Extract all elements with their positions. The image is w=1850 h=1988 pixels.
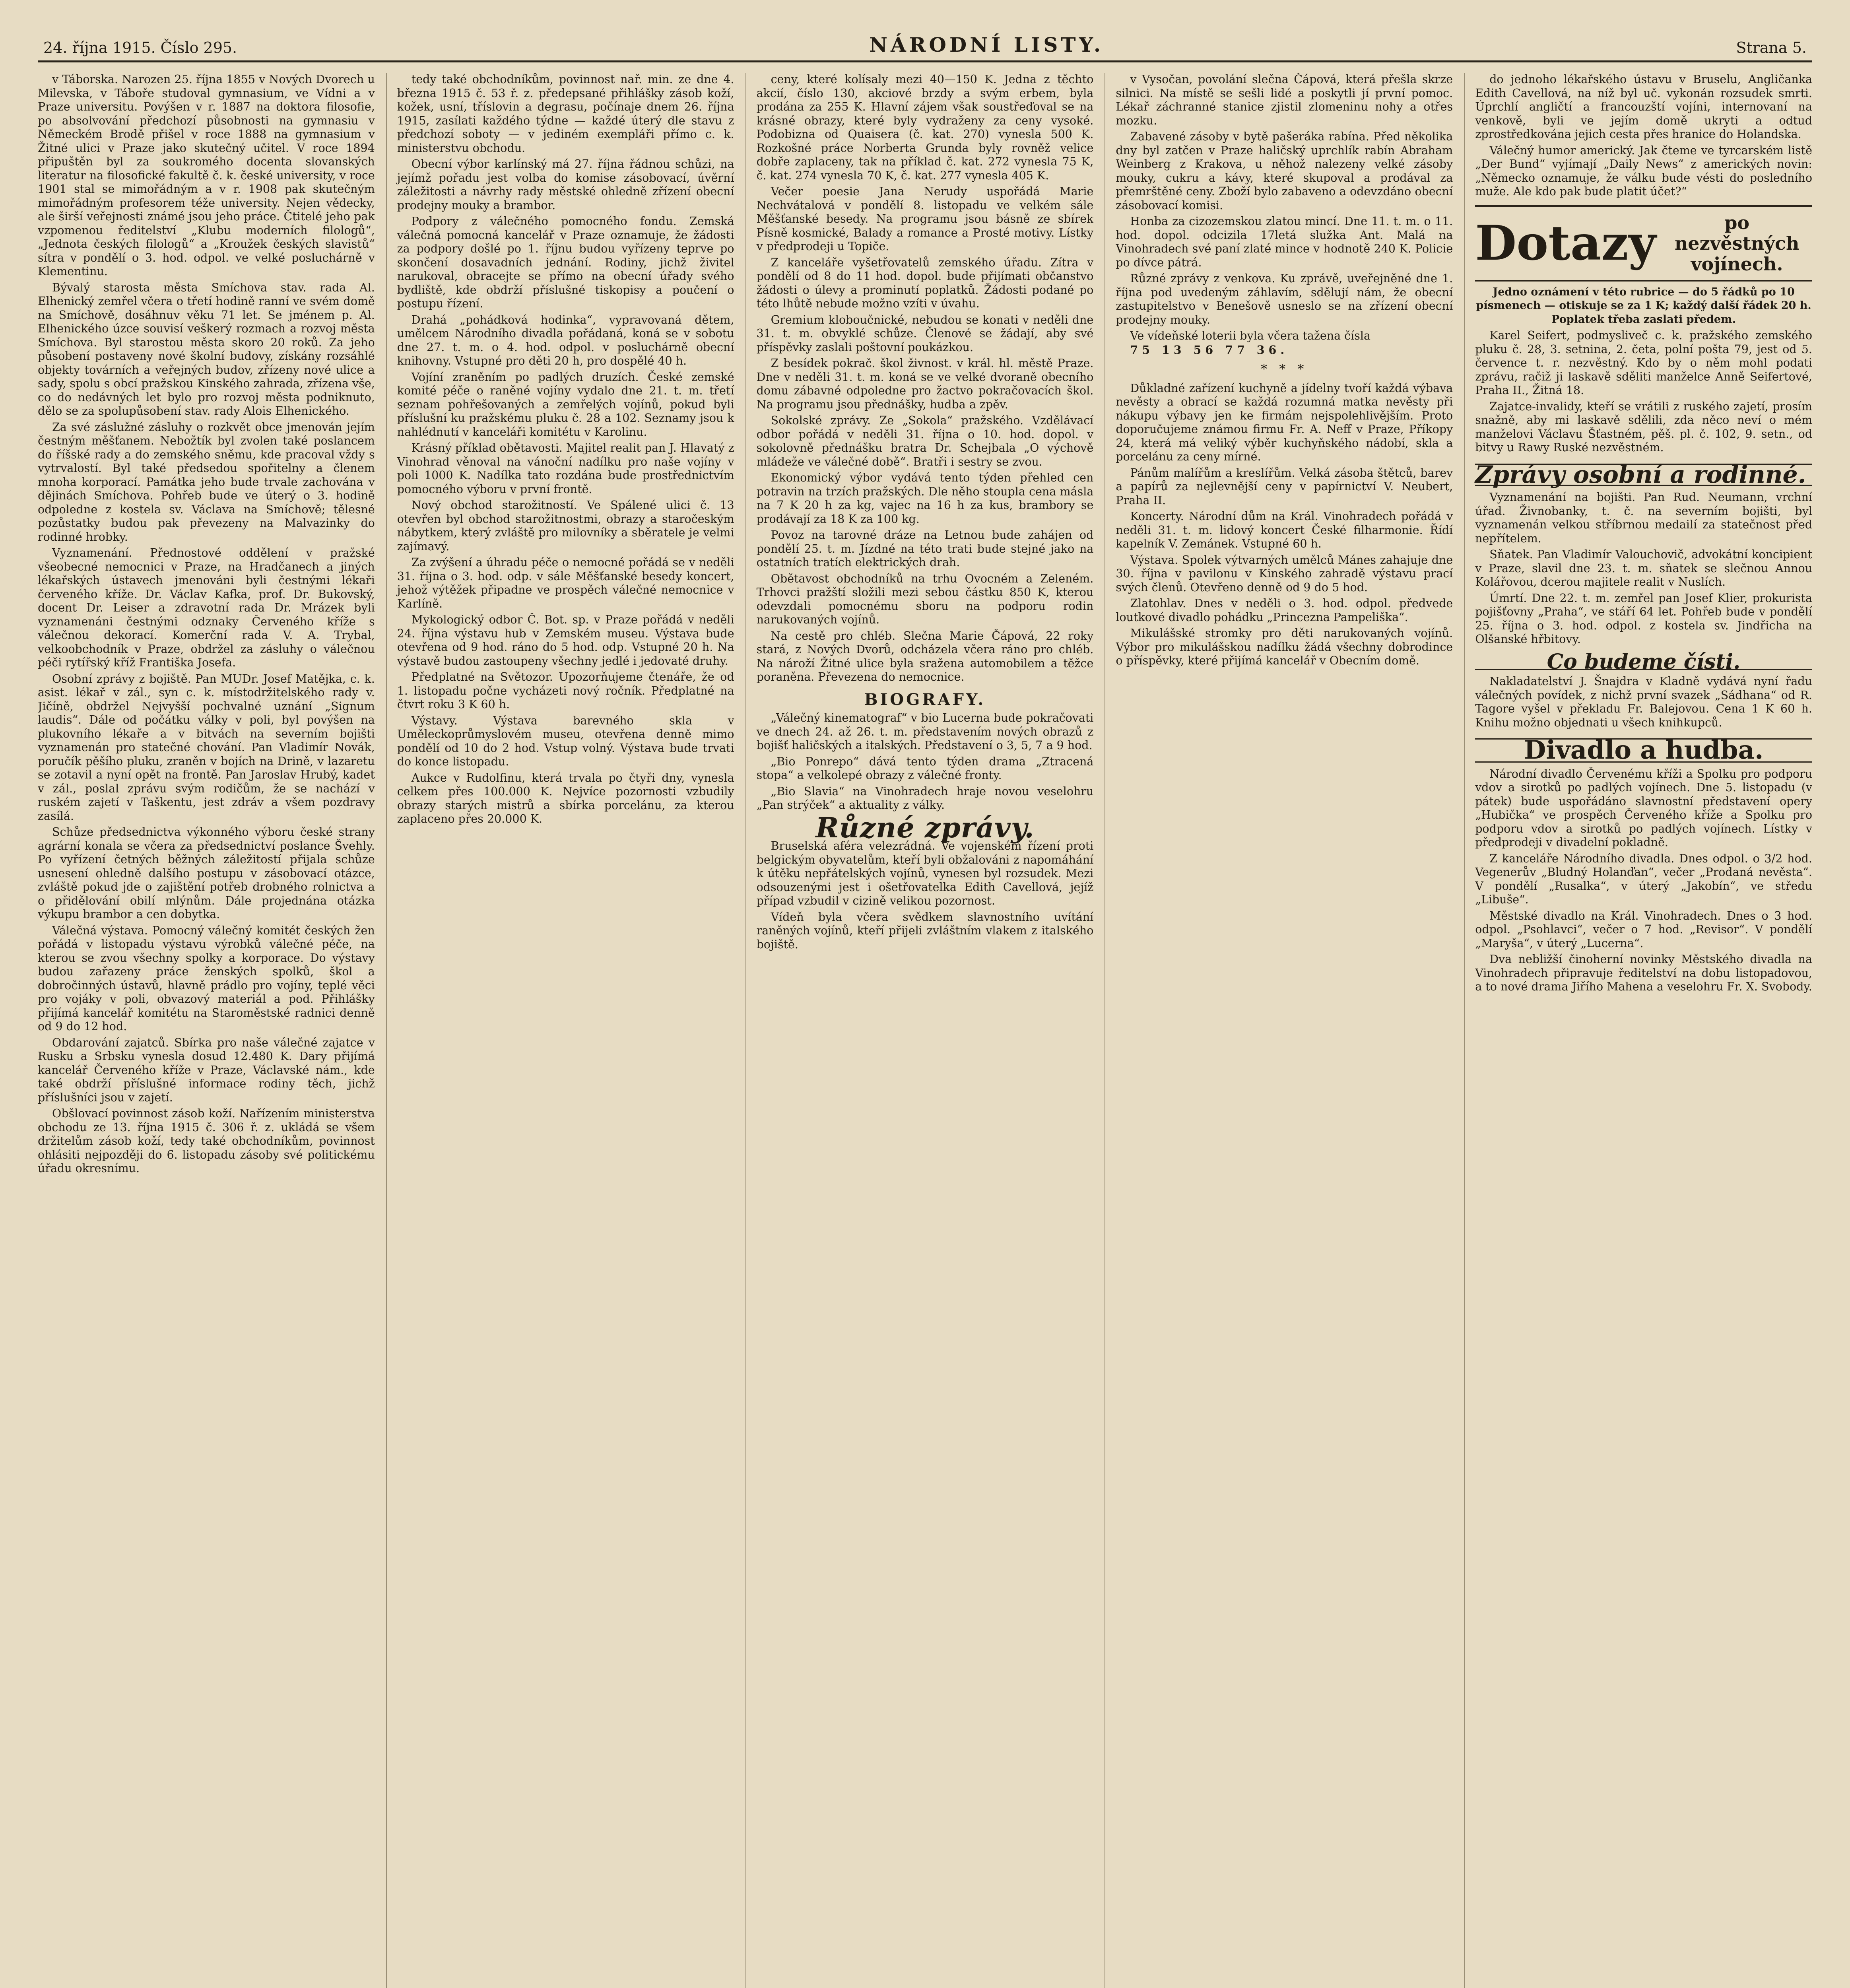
article-paragraph: Výstavy. Výstava barevného skla v Uměleckoprůmyslovém museu, otevřena denně mimo pondělí od 10 do 2 hod. Vstup volný. Výstava bude trvati do konce listopadu. [397,714,734,768]
article-paragraph: Krásný příklad obětavosti. Majitel realit pan J. Hlavatý z Vinohrad věnoval na vánoční nadílku pro naše vojíny v poli 1000 K. Nadílka tato rozdána bude prostřednictvím pomocného výboru v první frontě. [397,441,734,496]
article-paragraph: Ekonomický výbor vydává tento týden přehled cen potravin na trzích pražských. Dle něho stoupla cena másla na 7 K 20 h za kg, vajec na 16 h za kus, brambory se prodávají za 18 K za 100 kg. [756,471,1094,526]
lottery-numbers: 75 13 56 77 36. [1130,343,1289,357]
dotazy-item: Zajatce-invalidy, kteří se vrátili z ruského zajetí, prosím snažně, aby mi laskavě sdělili, zda něco neví o mém manželovi Václavu Šťastném, pěš. pl. č. 102, 9. setn., od bitvy u Rawy Ruské nezvěstném. [1475,400,1812,454]
zpravy-osobni-heading: Zprávy osobní a rodinné. [1475,464,1812,486]
article-paragraph: Gremium kloboučnické, nebudou se konati v neděli dne 31. t. m. obvyklé schůze. Členové se žádají, aby své příspěvky zaslali poštovní poukázkou. [756,313,1094,354]
article-paragraph: Obecní výbor karlínský má 27. října řádnou schůzi, na jejímž pořadu jest volba do komise zásobovací, úvěrní záležitosti a návrhy rady městské ohledně zřízení obecní prodejny mouky a brambor. [397,157,734,212]
columns [38,73,1812,1988]
article-paragraph: Vyznamenání. Přednostové oddělení v pražské všeobecné nemocnici v Praze, na Hradčanech a jiných lékařských ústavech jmenováni byli čestnými lékaři červeného kříže. Dr. Václav Kafka, prof. Dr. Bukovský, docent Dr. Leiser a zdravotní rada Dr. Mrázek byli vyznamenáni čestnými odznaky Červeného kříže s válečnou dekorací. Komerční rada V. A. Trybal, velkoobchodník v Praze, obdržel za zásluhy o válečnou péči rytířský kříž Františka Josefa. [38,546,375,669]
article-paragraph: Schůze předsednictva výkonného výboru české strany agrární konala se včera za předsednictví poslance Švehly. Po vyřízení četných běžných záležitostí přijala schůze usnesení ohledně dalšího postupu v zásobovací otázce, zvláště pokud jde o zajištění potřeb drobného rolnictva a o přidělování obilí mlýnům. Dále projednána otázka výkupu brambor a cen dobytka. [38,825,375,921]
issue-date: 24. října 1915. Číslo 295. [43,39,237,56]
divadlo-item: Dva nebližší činoherní novinky Městského divadla na Vinohradech připravuje ředitelství na dobu listopadovou, a to nové drama Jiřího Mahena a veselohru Fr. X. Svobody. [1475,953,1812,993]
article-paragraph: Obšlovací povinnost zásob koží. Nařízením ministerstva obchodu ze 13. října 1915 č. 306 ř. z. ukládá se všem držitelům zásob koží, tedy také obchodníkům, povinnost ohlásiti nejpozději do 6. listopadu zásoby své politickému úřadu okresnímu. [38,1107,375,1175]
dotazy-heading-box [1475,205,1812,282]
masthead [38,28,1812,56]
article-paragraph: v Táborska. Narozen 25. října 1855 v Nových Dvorech u Milevska, v Táboře studoval gymnasium, ve Vídni a v Praze universitu. Povýšen v r. 1887 na doktora filosofie, po absolvování předchozí působnosti na gymnasiu v Německém Brodě přišel v roce 1888 na gymnasium v Žitné ulici v Praze jako skutečný učitel. V roce 1894 připuštěn byl za soukromého docenta slovanských literatur na filosofické fakultě č. k. české university, v roce 1901 stal se mimořádným a v r. 1908 pak skutečným mimořádným profesorem téže university. Nejen vědecky, ale širší veřejnosti známé jsou jeho práce. Čtitelé jeho pak vzpomenou ředitelství „Klubu moderních filologů“, „Jednota českých filologů“ a „Kroužek českých slavistů“ sítra v pondělí o 3. hod. odpol. ve velké posluchárně v Klementinu. [38,73,375,278]
ruzne-zpravy-heading: Různé zprávy. [815,811,1035,844]
dotazy-item: Karel Seifert, podmysliveč c. k. pražského zemského pluku č. 28, 3. setnina, 2. četa, polní pošta 79, jest od 5. července t. r. nezvěstný. Kdo by o něm mohl podati zprávu, račiž ji laskavě sděliti manželce Anně Seifertové, Praha II., Žitná 18. [1475,329,1812,397]
article-paragraph: Za své záslužné zásluhy o rozkvět obce jmenován jejím čestným měšťanem. Nebožtík byl zvolen také poslancem do říšské rady a do zemského sněmu, kde pracoval vždy s vytrvalostí. Byl také předsedou spořitelny a členem mnoha korporací. Památka jeho bude trvale zachována v dějinách Smíchova. Pohřeb bude ve úterý o 3. hodině odpoledne z kostela sv. Václava na Smíchově; tělesné pozůstatky budou pak převezeny na Malvazinky do rodinné hrobky. [38,420,375,544]
column-4 [1105,73,1453,1988]
article-paragraph: Za zvýšení a úhradu péče o nemocné pořádá se v neděli 31. října o 3. hod. odp. v sále Měšťanské besedy koncert, jehož výtěžek připadne ve prospěch válečné nemocnice v Karlíně. [397,556,734,610]
article-paragraph: Vojíní zraněním po padlých druzích. České zemské komité péče o raněné vojíny vydalo dne 21. t. m. třetí seznam pohřešovaných a zemřelých vojínů, pokud byli příslušní ku pražskému pluku č. 28 a 102. Seznamy jsou k nahlédnutí v kanceláři komitétu v Karolinu. [397,370,734,439]
co-item: Nakladatelství J. Šnajdra v Kladně vydává nyní řadu válečných povídek, z nichž první svazek „Sádhana“ od R. Tagore vyšel v překladu Fr. Balejovou. Cena 1 K 60 h. Knihu možno objednati u všech knihkupců. [1475,675,1812,729]
article-paragraph: Zlatohlav. Dnes v neděli o 3. hod. odpol. předvede loutkové divadlo pohádku „Princezna Pampeliška“. [1116,597,1453,624]
article-paragraph: Zabavené zásoby v bytě pašeráka rabína. Před několika dny byl zatčen v Praze haličský uprchlík rabín Abraham Weinberg z Krakova, u něhož nalezeny velké zásoby mouky, cukru a kávy, které skupoval a prodával za přemrštěné ceny. Zboží bylo zabaveno a odevzdáno obecní zásobovací komisi. [1116,130,1453,212]
dotazy-note: Jedno oznámení v této rubrice — do 5 řádků po 10 písmenech — otiskuje se za 1 K; každý další řádek 20 h. Poplatek třeba zaslati předem. [1476,285,1811,326]
article-paragraph: tedy také obchodníkům, povinnost nař. min. ze dne 4. března 1915 č. 53 ř. z. předepsané přihlášky zásob koží, kožek, usní, tříslovin a degrasu, počínaje dnem 26. října 1915, zasílati každého týdne — každé úterý dle stavu z předchozí soboty — v jediném exempláři přímo c. k. ministerstvu obchodu. [397,73,734,155]
co-budeme-cisti-heading: Co budeme čísti. [1475,655,1812,670]
article-paragraph: v Vysočan, povolání slečna Čápová, která přešla skrze silnici. Na místě se sešli lidé a poskytli jí první pomoc. Lékař záchranné stanice zjistil zlomeninu nohy a otřes mozku. [1116,73,1453,127]
divadlo-item: Národní divadlo Červenému kříži a Spolku pro podporu vdov a sirotků po padlých vojínech. Dne 5. listopadu (v pátek) bude uspořádáno slavnostní představení opery „Hubička“ ve prospěch Červeného kříže a Spolku pro podporu vdov a sirotků po padlých vojínech. Lístky v předprodeji v divadelní pokladně. [1475,767,1812,849]
article-paragraph: Válečný humor americký. Jak čteme ve tyrcarském listě „Der Bund“ vyjímají „Daily News“ z amerických novin: „Německo oznamuje, že válku bude vésti do posledního muže. Ale kdo pak bude platit účet?“ [1475,144,1812,198]
article-paragraph: Výstava. Spolek výtvarných umělců Mánes zahajuje dne 30. října v pavilonu v Kinského zahradě výstavu prací svých členů. Otevřeno denně od 9 do 5 hod. [1116,553,1453,594]
article-paragraph: Z besídek pokrač. škol živnost. v král. hl. městě Praze. Dne v neděli 31. t. m. koná se ve velké dvoraně obecního domu zábavné odpoledne pro žactvo pokračovacích škol. Na programu jsou přednášky, hudba a zpěv. [756,357,1094,411]
zpravy-item: Sňatek. Pan Vladimír Valouchovič, advokátní koncipient v Praze, slavil dne 23. t. m. sňatek se slečnou Annou Kolářovou, dcerou majitele realit v Nuslích. [1475,548,1812,588]
page-number: Strana 5. [1736,39,1807,56]
article-paragraph: Mikulášské stromky pro děti narukovaných vojínů. Výbor pro mikulášskou nadílku žádá všechny dobrodince o příspěvky, které přijímá kancelář v Obecním domě. [1116,627,1453,667]
newspaper-title: NÁRODNÍ LISTY. [869,33,1104,56]
column-3 [745,73,1094,1988]
zpravy-item: Úmrtí. Dne 22. t. m. zemřel pan Josef Klier, prokurista pojišťovny „Praha“, ve stáří 64 let. Pohřeb bude v pondělí 25. října o 3. hod. odpol. z kostela sv. Jindřicha na Olšanské hřbitovy. [1475,591,1812,646]
article-paragraph: Různé zprávy z venkova. Ku zprávě, uveřejněné dne 1. října pod uvedeným záhlavím, sdělují nám, že obecní zastupitelstvo v Benešově usneslo se na zřízení obecní prodejny mouky. [1116,272,1453,326]
ruzne-item: Bruselská aféra velezrádná. Ve vojenském řízení proti belgickým obyvatelům, kteří byli obžalováni z napomáhání k útěku nepřátelských vojínů, vynesen byl rozsudek. Mezi odsouzenými jest i ošetřovatelka Edith Cavellová, jejíž případ vzbudil v cizině velikou pozornost. [756,839,1094,907]
divadlo-item: Z kanceláře Národního divadla. Dnes odpol. o 3/2 hod. Vegenerův „Bludný Holanďan“, večer „Prodaná nevěsta“. V pondělí „Rusalka“, v úterý „Jakobín“, ve středu „Libuše“. [1475,852,1812,906]
masthead-rule [38,60,1812,62]
article-paragraph: Předplatné na Světozor. Upozorňujeme čtenáře, že od 1. listopadu počne vycházeti nový ročník. Předplatné na čtvrt roku 3 K 60 h. [397,670,734,711]
article-paragraph: Obdarování zajatců. Sbírka pro naše válečné zajatce v Rusku a Srbsku vynesla dosud 12.480 K. Dary přijímá kancelář Červeného kříže v Praze, Václavské nám., kde také obdrží příslušné informace rodiny těch, jichž příslušníci jsou v zajetí. [38,1036,375,1104]
biografy-item: „Válečný kinematograf“ v bio Lucerna bude pokračovati ve dnech 24. až 26. t. m. představením nových obrazů z bojišť haličských a italských. Představení o 3, 5, 7 a 9 hod. [756,711,1094,752]
biografy-item: „Bio Ponrepo“ dává tento týden drama „Ztracená stopa“ a velkolepé obrazy z válečné fronty. [756,755,1094,782]
article-paragraph: Honba za cizozemskou zlatou mincí. Dne 11. t. m. o 11. hod. dopol. odcizila 17letá služka Ant. Malá na Vinohradech své paní zlaté mince v hodnotě 240 K. Policie po dívce pátrá. [1116,215,1453,269]
article-paragraph: Obětavost obchodníků na trhu Ovocném a Zeleném. Trhovci pražští složili mezi sebou částku 850 K, kterou odevzdali pomocnému sboru na podporu rodin narukovaných vojínů. [756,572,1094,626]
article-paragraph: Aukce v Rudolfinu, která trvala po čtyři dny, vynesla celkem přes 100.000 K. Nejvíce pozornosti vzbudily obrazy starých mistrů a sbírka porcelánu, za kterou zaplaceno přes 20.000 K. [397,771,734,825]
column-5 [1464,73,1812,1988]
article-paragraph: Nový obchod starožitností. Ve Spálené ulici č. 13 otevřen byl obchod starožitnostmi, obrazy a staročeským nábytkem, který zvláště pro milovníky a sběratele je velmi zajímavý. [397,499,734,553]
column-2 [386,73,734,1988]
article-paragraph: Na cestě pro chléb. Slečna Marie Čápová, 22 roky stará, z Nových Dvorů, odcházela včera ráno pro chléb. Na nároží Žitné ulice byla sražena automobilem a těžce poraněna. Převezena do nemocnice. [756,629,1094,683]
article-paragraph: Důkladné zařízení kuchyně a jídelny tvoří každá výbava nevěsty a obrací se každá rozumná matka nevěsty při nákupu výbavy jen ke firmám nejspolehlivějším. Proto doporučujeme známou firmu Fr. A. Neff v Praze, Příkopy 24, která má veliký výběr kuchyňského nádobí, skla a porcelánu za ceny mírné. [1116,381,1453,463]
ornament-divider: * * * [1261,361,1308,377]
article-paragraph: Mykologický odbor Č. Bot. sp. v Praze pořádá v neděli 24. října výstavu hub v Zemském museu. Výstava bude otevřena od 9 hod. ráno do 5 hod. odp. Vstupné 20 h. Na výstavě budou zastoupeny všechny jedlé i jedovaté druhy. [397,613,734,668]
article-paragraph: Sokolské zprávy. Ze „Sokola“ pražského. Vzdělávací odbor pořádá v neděli 31. října o 10. hod. dopol. v sokolovně přednášku bratra Dr. Schejbala „O výchově mládeže ve válečné době“. Bratři i sestry se zvou. [756,414,1094,468]
article-paragraph: Večer poesie Jana Nerudy uspořádá Marie Nechvátalová v pondělí 8. listopadu ve velkém sále Měšťanské besedy. Na programu jsou básně ze sbírek Písně kosmické, Balady a romance a Prosté motivy. Lístky v předprodeji u Topiče. [756,185,1094,253]
article-paragraph: Osobní zprávy z bojiště. Pan MUDr. Josef Matějka, c. k. asist. lékař v zál., syn c. k. místodržitelského rady v. Jičíně, obdržel Nejvyšší pochvalné uznání „Signum laudis“. Dále od počátku války v poli, byl povýšen na plukovního lékaře a v bitvách na severním bojišti vyznamenán pro statečné chování. Pan Vladimír Novák, poručík pěšího pluku, zraněn v bojích na Drině, v lazaretu se zotavil a nyní opět na frontě. Pan Jaroslav Hrubý, kadet v zál., poslal zprávu svým rodičům, že se nachází v ruském zajetí v Taškentu, jest zdráv a všem pozdravy zasílá. [38,672,375,823]
ruzne-item: Vídeň byla včera svědkem slavnostního uvítání raněných vojínů, kteří přijeli zvláštním vlakem z italského bojiště. [756,910,1094,951]
article-paragraph: Koncerty. Národní dům na Král. Vinohradech pořádá v neděli 31. t. m. lidový koncert České filharmonie. Řídí kapelník V. Zemánek. Vstupné 60 h. [1116,510,1453,550]
zpravy-item: Vyznamenání na bojišti. Pan Rud. Neumann, vrchní úřad. Živnobanky, t. č. na severním bojišti, byl vyznamenán velkou stříbrnou medailí za statečnost před nepřítelem. [1475,491,1812,545]
biografy-heading: BIOGRAFY. [864,690,986,709]
article-paragraph: Z kanceláře vyšetřovatelů zemského úřadu. Zítra v pondělí od 8 do 11 hod. dopol. bude přijímati občanstvo žádosti o úlevy a prominutí poplatků. Žádosti podané po této lhůtě nebude možno vzíti v úvahu. [756,256,1094,310]
article-paragraph: ceny, které kolísaly mezi 40—150 K. Jedna z těchto akcií, číslo 130, akciové brzdy a svým erbem, byla prodána za 255 K. Hlavní zájem však soustřeďoval se na krásné obrazy, které byly vydraženy za ceny vysoké. Podobizna od Quaisera (č. kat. 270) vynesla 500 K. Rozkošné práce Norberta Grunda byly rovněž velice dobře zaplaceny, tak na příklad č. kat. 272 vynesla 75 K, č. kat. 274 vynesla 70 K, č. kat. 277 vynesla 405 K. [756,73,1094,182]
biografy-item: „Bio Slavia“ na Vinohradech hraje novou veselohru „Pan strýček“ a aktuality z války. [756,784,1094,812]
article-paragraph: do jednoho lékařského ústavu v Bruselu, Angličanka Edith Cavellová, na níž byl uč. vykonán rozsudek smrti. Úprchlí angličtí a francouzští vojíni, internovaní na venkově, byli ve jejím domě ukryti a odtud zprostředkována jejich cesta přes hranice do Holandska. [1475,73,1812,141]
article-paragraph: Válečná výstava. Pomocný válečný komitét českých žen pořádá v listopadu výstavu výrobků válečné péče, na kterou se zvou všechny spolky a korporace. Do výstavy budou zařazeny práce ženských spolků, škol a dobročinných ústavů, hlavně prádlo pro vojíny, teplé věci pro vojáky v poli, obvazový materiál a pod. Přihlášky přijímá kancelář komitétu na Staroměstské radnici denně od 9 do 12 hod. [38,924,375,1033]
article-paragraph: Drahá „pohádková hodinka“, vypravovaná dětem, umělcem Národního divadla pořádaná, koná se v sobotu dne 27. t. m. o 4. hod. odpol. v posluchárně obecní knihovny. Vstupné pro děti 20 h, pro dospělé 40 h. [397,313,734,367]
divadlo-item: Městské divadlo na Král. Vinohradech. Dnes o 3 hod. odpol. „Psohlavci“, večer o 7 hod. „Revisor“. V pondělí „Maryša“, v úterý „Lucerna“. [1475,909,1812,950]
dotazy-heading: Dotazy [1475,215,1656,271]
article-paragraph: Pánům malířům a kreslířům. Velká zásoba štětců, barev a papírů za nejlevnější ceny v papírnictví V. Neubert, Praha II. [1116,466,1453,507]
article-paragraph: Bývalý starosta města Smíchova stav. rada Al. Elhenický zemřel včera o třetí hodině ranní ve svém domě na Smíchově, dosáhnuv věku 71 let. Se jménem p. Al. Elhenického úzce souvisí veškerý rozmach a rozvoj města Smíchova. Byl starostou města skoro 20 roků. Za jeho působení postaveny nové školní budovy, získány rozsáhlé objekty továrních a veřejných budov, zřízeny nové ulice a sady, spolu s obcí pražskou Kinského zahrada, zřízena vše, co do nedávných let bylo pro rozvoj města podniknuto, dělo se za spolupůsobení stav. rady Alois Elhenického. [38,281,375,417]
divadlo-a-hudba-heading: Divadlo a hudba. [1475,738,1812,763]
lottery-intro: Ve vídeňské loterii byla včera tažena čísla [1130,329,1371,342]
dotazy-subheading: po nezvěstných vojínech. [1674,212,1800,275]
article-paragraph: Podpory z válečného pomocného fondu. Zemská válečná pomocná kancelář v Praze oznamuje, že žádosti za podpory došlé po 1. říjnu budou vyřízeny teprve po skončení dosavadních jednání. Rodiny, jichž živitel narukoval, obracejte se přímo na obecní úřady svého bydliště, kde obdrží příslušné tiskopisy a poučení o postupu řízení. [397,215,734,310]
column-1 [38,73,375,1988]
article-paragraph: Povoz na tarovné dráze na Letnou bude zahájen od pondělí 25. t. m. Jízdné na této trati bude stejné jako na ostatních tratích elektrických drah. [756,528,1094,569]
